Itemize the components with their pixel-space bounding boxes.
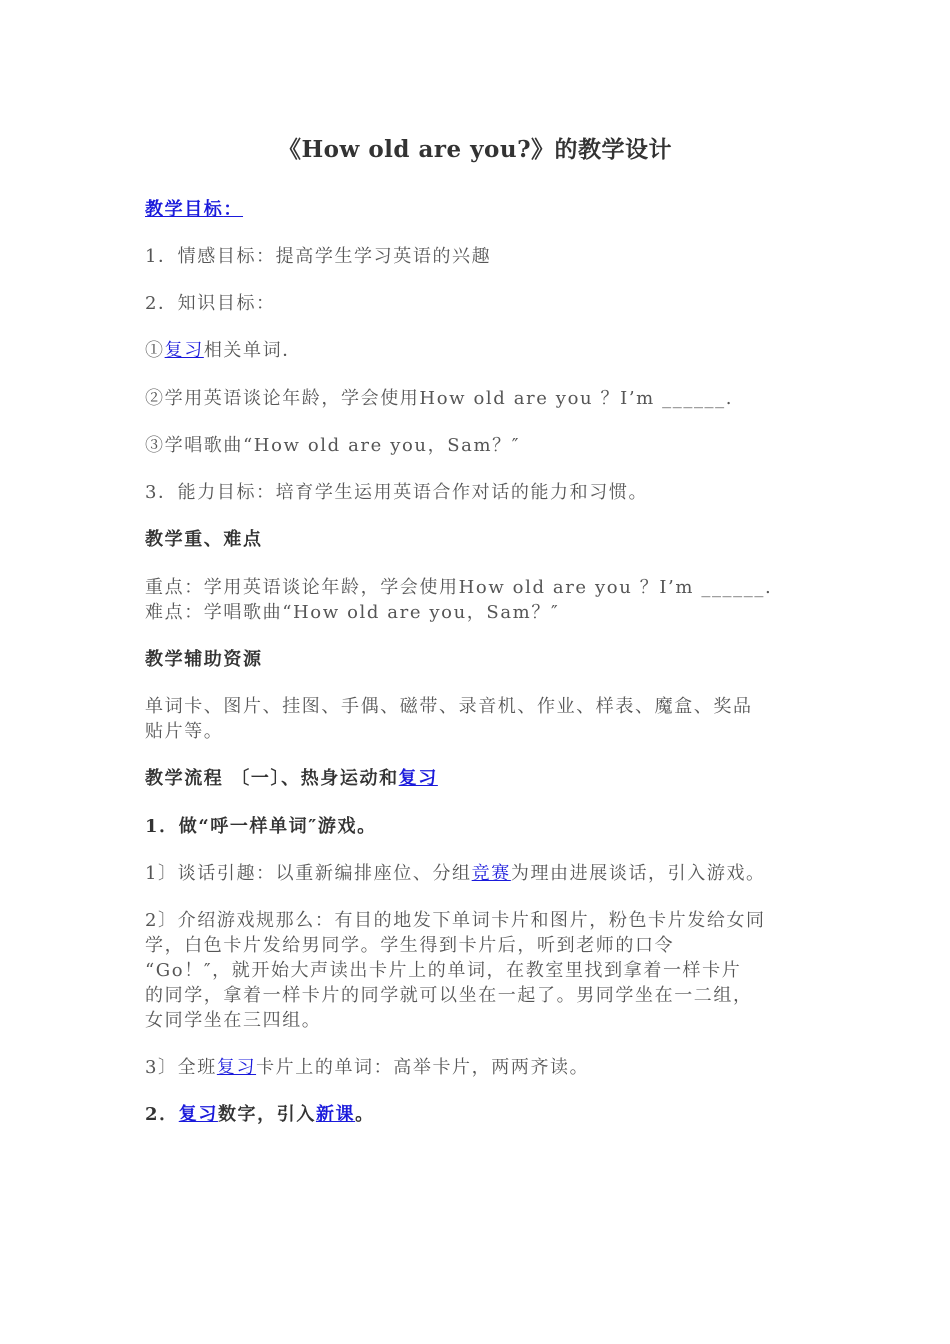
step-2-mid: 数字，引入 <box>217 1104 316 1125</box>
resources-line-2: 贴片等。 <box>145 721 224 742</box>
step-1-sub-2-line-1: 2〕介绍游戏规那么：有目的地发下单词卡片和图片，粉色卡片发给女同 <box>145 910 766 931</box>
process-heading <box>145 766 805 791</box>
review-numbers-link[interactable]: 复习 <box>178 1104 218 1125</box>
key-points-heading: 教学重、难点 <box>145 529 263 550</box>
goals-heading-colon: ： <box>223 199 244 220</box>
step-2-number: 2． <box>145 1104 179 1125</box>
step-1-sub-2-line-2: 学，白色卡片发给男同学。学生得到卡片后，听到老师的口令 <box>145 935 675 956</box>
resources-line-1: 单词卡、图片、挂图、手偶、磁带、录音机、作业、样表、魔盒、奖品 <box>145 696 753 717</box>
step-1-sub-1-rest: 为理由进展谈话，引入游戏。 <box>510 863 766 884</box>
review-link[interactable]: 复习 <box>164 340 204 361</box>
process-heading-text: 教学流程 〔一〕、热身运动和 <box>145 768 399 789</box>
step-2-end: 。 <box>355 1104 375 1125</box>
step-1-sub-1-text: 1〕谈话引趣：以重新编排座位、分组 <box>145 863 472 884</box>
key-point: 重点：学用英语谈论年龄，学会使用How old are you ？I’m ______. <box>145 577 773 598</box>
circled-number-1: ① <box>145 340 165 361</box>
goal-knowledge-1-text: 相关单词． <box>203 340 302 361</box>
step-2-heading <box>145 1102 805 1127</box>
goals-heading <box>145 197 805 222</box>
difficult-point: 难点：学唱歌曲“How old are you，Sam？″ <box>145 602 560 623</box>
goal-ability: 3．能力目标：培育学生运用英语合作对话的能力和习惯。 <box>145 482 649 503</box>
new-lesson-link[interactable]: 新课 <box>315 1104 356 1125</box>
goal-knowledge: 2．知识目标： <box>145 293 276 314</box>
competition-link[interactable]: 竞赛 <box>471 863 511 884</box>
step-1-sub-3 <box>145 1055 805 1080</box>
step-1-sub-3-rest: 卡片上的单词：高举卡片，两两齐读。 <box>256 1057 590 1078</box>
step-1-sub-2-line-3: “Go！″，就开始大声读出卡片上的单词，在教室里找到拿着一样卡片 <box>145 960 742 981</box>
goal-knowledge-2: ②学用英语谈论年龄，学会使用How old are you ？I’m ______. <box>145 388 734 409</box>
resources-heading: 教学辅助资源 <box>145 649 263 670</box>
step-1-sub-2-line-5: 女同学坐在三四组。 <box>145 1010 322 1031</box>
goal-knowledge-1 <box>145 338 805 363</box>
step-1-sub-2-line-4: 的同学，拿着一样卡片的同学就可以坐在一起了。男同学坐在一二组， <box>145 985 753 1006</box>
goals-heading-link[interactable]: 教学目标 <box>145 199 224 220</box>
step-1-sub-1 <box>145 861 805 886</box>
review-cards-link[interactable]: 复习 <box>216 1057 257 1078</box>
process-review-link[interactable]: 复习 <box>398 768 438 789</box>
goal-emotion: 1．情感目标：提高学生学习英语的兴趣 <box>145 246 492 267</box>
goal-knowledge-3: ③学唱歌曲“How old are you，Sam？″ <box>145 435 521 456</box>
step-1-heading: 1．做“呼一样单词″游戏。 <box>145 816 377 837</box>
step-1-sub-3-text: 3〕全班 <box>145 1057 217 1078</box>
document-title: 《How old are you?》的教学设计 <box>277 136 673 163</box>
